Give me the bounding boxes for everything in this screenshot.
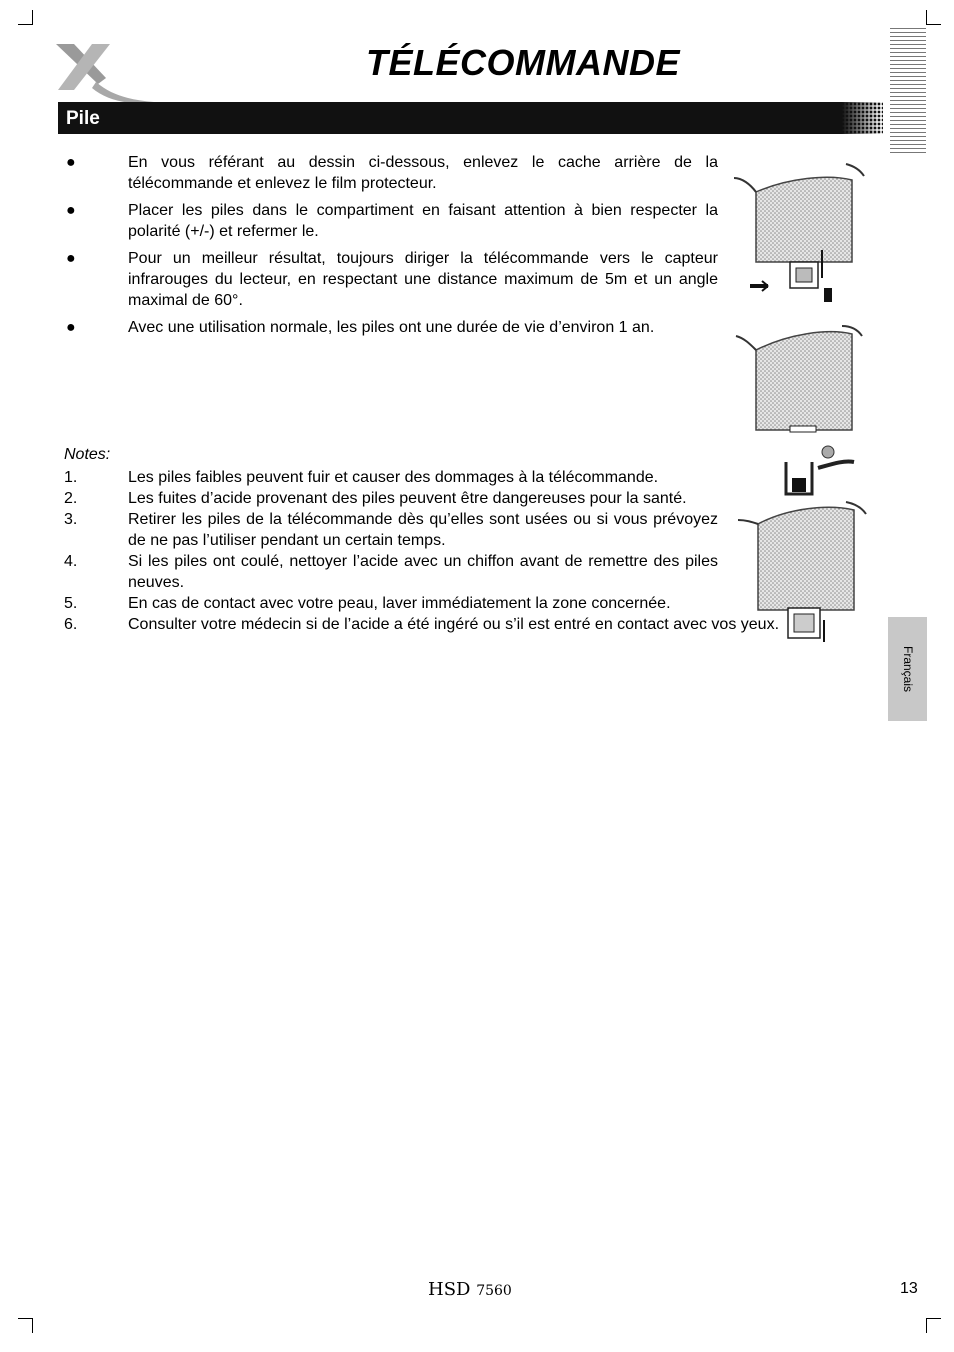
crop-mark-top-right [926,10,941,25]
page-title: TÉLÉCOMMANDE [366,42,680,83]
crop-mark-bottom-left [18,1318,33,1333]
list-item: ● Pour un meilleur résultat, toujours diriger la télécommande vers le capteur infrarouges du lecteur, en respectant une distance maximum de 5m et un angle maximal de 60°. [66,250,718,309]
section-header-bar [58,102,883,134]
remote-cover-open-icon [734,164,864,302]
page-number: 13 [900,1280,918,1297]
bullet-icon: ● [66,319,76,336]
list-item: ● En vous référant au dessin ci-dessous, enlevez le cache arrière de la télécommande et enlevez le film protecteur. [66,154,718,192]
bullet-icon: ● [66,202,76,219]
section-bar-halftone [841,102,883,134]
bullet-icon: ● [66,250,76,267]
decorative-stripes [890,28,926,154]
list-item: ● Avec une utilisation normale, les piles ont une durée de vie d’environ 1 an. [66,319,655,336]
instructions-list [64,152,718,344]
note-item: 2. Les fuites d’acide provenant des piles peuvent être dangereuses pour la santé. [64,490,687,507]
remote-back-icon [736,326,862,432]
remote-cover-closed-icon [738,502,866,642]
bullet-icon: ● [66,154,76,171]
battery-installation-illustration [728,150,874,660]
x-brand-logo-icon [52,38,156,104]
note-item: 4. Si les piles ont coulé, nettoyer l’acide avec un chiffon avant de remettre des piles neuves. [64,553,718,591]
note-item: 5. En cas de contact avec votre peau, laver immédiatement la zone concernée. [64,595,671,612]
list-item: ● Placer les piles dans le compartiment en faisant attention à bien respecter la polarité (+/-) et refermer le. [66,202,718,240]
language-tab [888,617,927,721]
note-item: 1. Les piles faibles peuvent fuir et causer des dommages à la télécommande. [64,469,659,486]
language-label: Français [900,645,915,693]
battery-insert-icon [786,446,854,494]
note-item: 6. Consulter votre médecin si de l’acide a été ingéré ou s’il est entré en contact avec vos yeux. [64,616,780,633]
model-name: HSD 7560 [428,1279,512,1300]
crop-mark-bottom-right [926,1318,941,1333]
note-item: 3. Retirer les piles de la télécommande dès qu’elles sont usées ou si vous prévoyez de ne pas l’utiliser pendant un certain temps. [64,511,718,549]
crop-mark-top-left [18,10,33,25]
notes-list [64,467,780,635]
section-title: Pile [66,108,100,129]
notes-heading: Notes: [64,446,111,463]
